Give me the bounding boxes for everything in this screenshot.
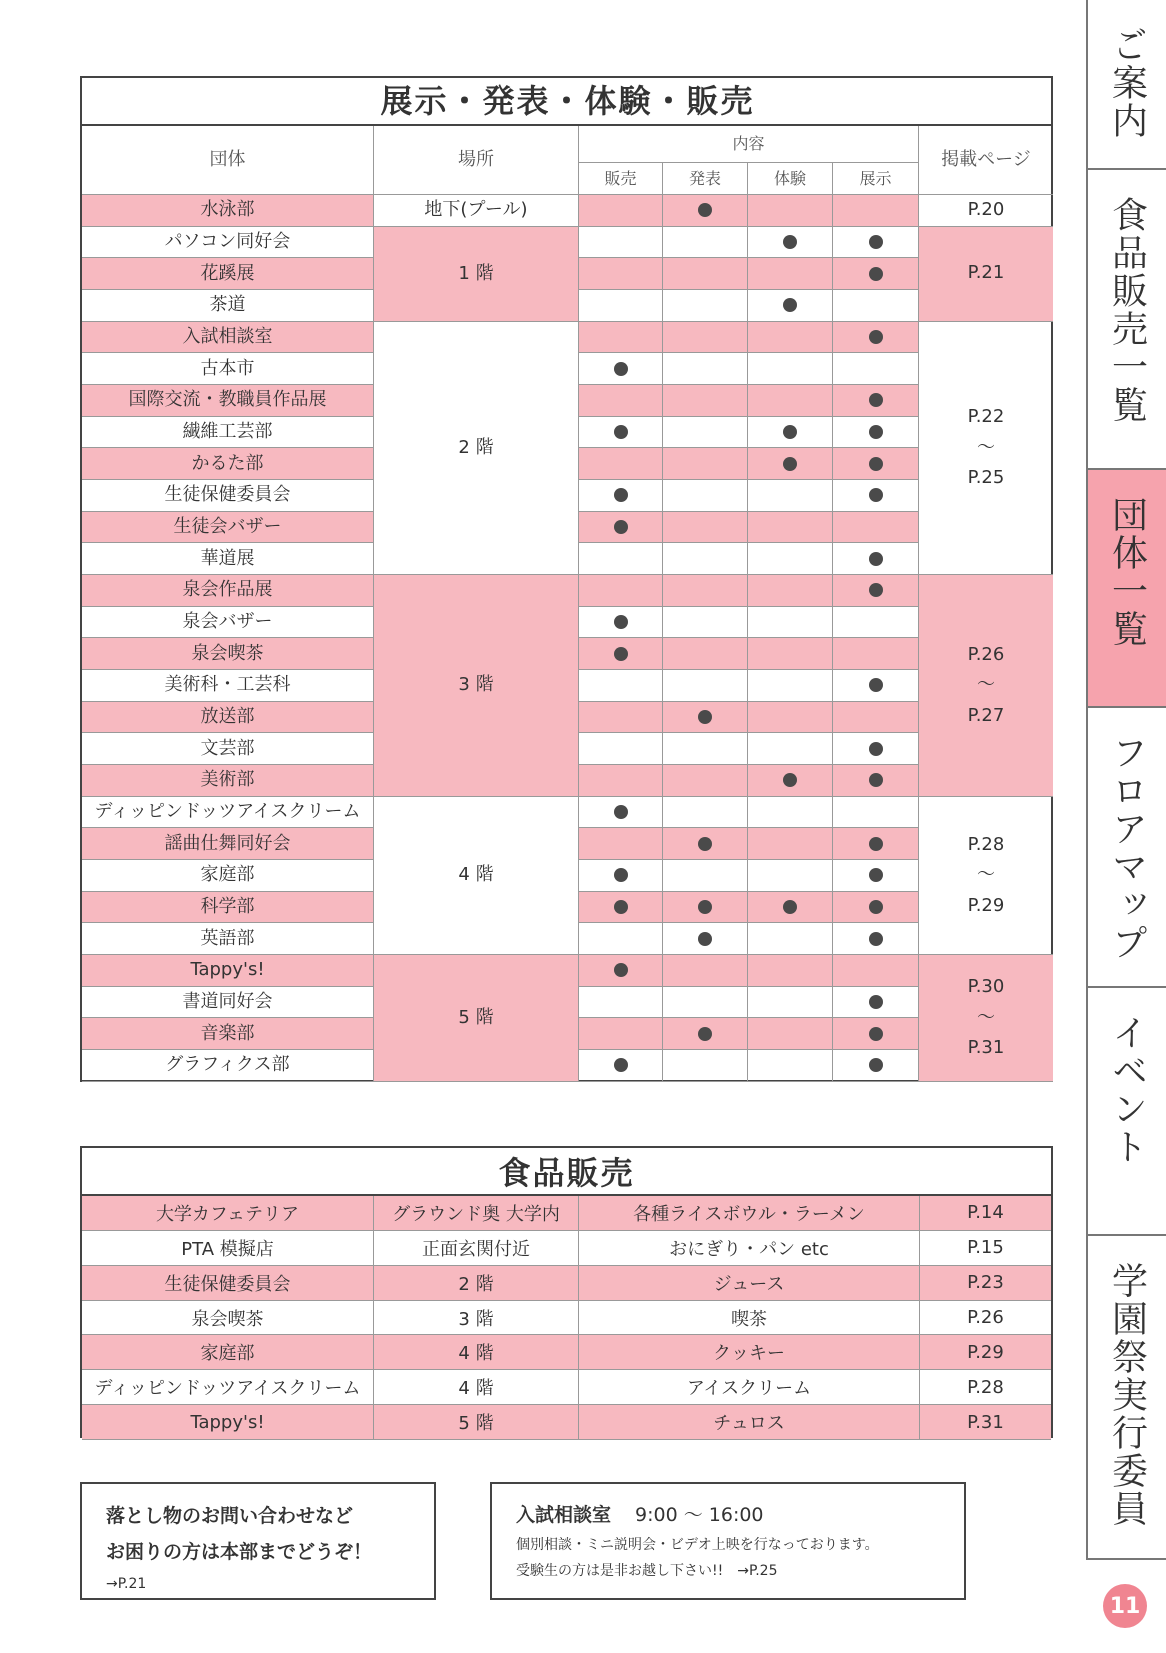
content-cell	[833, 765, 919, 797]
page-ref-cell	[919, 195, 1053, 227]
dot-icon	[869, 1058, 883, 1072]
content-cell	[748, 322, 833, 354]
place-cell: 2 階	[374, 322, 579, 575]
content-cell	[579, 955, 663, 987]
dot-icon	[783, 900, 797, 914]
side-tab-label: 団体一覧	[1106, 496, 1148, 648]
exam-consult-box	[490, 1482, 966, 1600]
dot-icon	[869, 583, 883, 597]
content-cell	[663, 290, 748, 322]
content-cell	[833, 892, 919, 924]
food-page: P.31	[920, 1405, 1051, 1440]
content-cell	[748, 607, 833, 639]
group-name: 泉会喫茶	[82, 638, 374, 670]
group-name: Tappy's!	[82, 955, 374, 987]
content-cell	[663, 512, 748, 544]
group-name: ディッピンドッツアイスクリーム	[82, 797, 374, 829]
food-item: チュロス	[579, 1405, 920, 1440]
page-ref-line: P.20	[967, 199, 1005, 221]
content-cell	[833, 828, 919, 860]
page-ref-line: P.30	[967, 976, 1005, 998]
content-cell	[663, 448, 748, 480]
page-ref-cell	[919, 322, 1053, 575]
food-page: P.28	[920, 1370, 1051, 1405]
content-cell	[833, 480, 919, 512]
content-cell	[579, 512, 663, 544]
dot-icon	[698, 710, 712, 724]
page-ref-line: P.29	[967, 894, 1005, 916]
content-cell	[833, 797, 919, 829]
content-cell	[579, 543, 663, 575]
dot-icon	[869, 742, 883, 756]
header-sale: 販売	[579, 163, 663, 195]
dot-icon	[698, 900, 712, 914]
page-ref-line: 〜	[977, 436, 995, 458]
content-cell	[579, 923, 663, 955]
group-name: かるた部	[82, 448, 374, 480]
header-exhibit: 展示	[833, 163, 919, 195]
side-tab-label: ご案内	[1106, 26, 1148, 140]
group-name: 生徒会バザー	[82, 512, 374, 544]
dot-icon	[869, 900, 883, 914]
header-group: 団体	[82, 126, 374, 195]
dot-icon	[614, 362, 628, 376]
content-cell	[833, 290, 919, 322]
lost-and-found-box	[80, 1482, 436, 1600]
content-cell	[663, 828, 748, 860]
content-cell	[579, 797, 663, 829]
content-cell	[748, 1050, 833, 1082]
food-item: 各種ライスボウル・ラーメン	[579, 1196, 920, 1231]
dot-icon	[869, 932, 883, 946]
dot-icon	[869, 678, 883, 692]
side-tab-label: フロアマップ	[1106, 734, 1148, 962]
content-cell	[663, 892, 748, 924]
page-ref-cell	[919, 575, 1053, 797]
content-cell	[663, 702, 748, 734]
group-name: 国際交流・教職員作品展	[82, 385, 374, 417]
content-cell	[663, 322, 748, 354]
content-cell	[833, 353, 919, 385]
content-cell	[663, 353, 748, 385]
content-cell	[748, 702, 833, 734]
dot-icon	[869, 1027, 883, 1041]
food-group: ディッピンドッツアイスクリーム	[82, 1370, 374, 1405]
content-cell	[748, 987, 833, 1019]
content-cell	[663, 607, 748, 639]
dot-icon	[698, 1027, 712, 1041]
group-name: 放送部	[82, 702, 374, 734]
content-cell	[748, 670, 833, 702]
content-cell	[833, 448, 919, 480]
page-ref-line: 〜	[977, 674, 995, 696]
header-page: 掲載ページ	[919, 126, 1053, 195]
group-name: 文芸部	[82, 733, 374, 765]
page-ref-line: 〜	[977, 864, 995, 886]
food-place: 3 階	[374, 1301, 579, 1336]
content-cell	[579, 480, 663, 512]
content-cell	[663, 1018, 748, 1050]
content-cell	[579, 1018, 663, 1050]
content-cell	[663, 195, 748, 227]
food-page: P.23	[920, 1266, 1051, 1301]
content-cell	[663, 733, 748, 765]
side-tab-label: 食品販売一覧	[1106, 196, 1148, 424]
content-cell	[748, 828, 833, 860]
dot-icon	[783, 425, 797, 439]
content-cell	[748, 638, 833, 670]
content-cell	[579, 765, 663, 797]
content-cell	[833, 670, 919, 702]
side-tab[interactable]	[1086, 1236, 1166, 1560]
page-ref-line: P.31	[967, 1037, 1005, 1059]
exam-line-1: 個別相談・ミニ説明会・ビデオ上映を行なっております。	[516, 1537, 879, 1553]
group-name: 繊維工芸部	[82, 417, 374, 449]
side-tab[interactable]	[1086, 708, 1166, 988]
content-cell	[579, 860, 663, 892]
content-cell	[579, 828, 663, 860]
content-cell	[833, 955, 919, 987]
dot-icon	[614, 647, 628, 661]
content-cell	[579, 702, 663, 734]
content-cell	[748, 353, 833, 385]
content-cell	[579, 987, 663, 1019]
content-cell	[579, 638, 663, 670]
content-cell	[663, 923, 748, 955]
content-cell	[579, 258, 663, 290]
content-cell	[833, 702, 919, 734]
group-name: 入試相談室	[82, 322, 374, 354]
dot-icon	[614, 963, 628, 977]
place-cell: 4 階	[374, 797, 579, 955]
group-name: 華道展	[82, 543, 374, 575]
exhibit-table-title: 展示・発表・体験・販売	[82, 78, 1053, 126]
group-name: 美術部	[82, 765, 374, 797]
content-cell	[833, 860, 919, 892]
group-name: パソコン同好会	[82, 227, 374, 259]
dot-icon	[614, 488, 628, 502]
exam-title: 入試相談室	[516, 1504, 612, 1526]
dot-icon	[614, 868, 628, 882]
content-cell	[748, 543, 833, 575]
food-item: アイスクリーム	[579, 1370, 920, 1405]
content-cell	[579, 290, 663, 322]
content-cell	[748, 227, 833, 259]
content-cell	[833, 987, 919, 1019]
food-group: 大学カフェテリア	[82, 1196, 374, 1231]
place-cell: 1 階	[374, 227, 579, 322]
content-cell	[663, 955, 748, 987]
food-group: Tappy's!	[82, 1405, 374, 1440]
food-place: 正面玄関付近	[374, 1231, 579, 1266]
content-cell	[748, 575, 833, 607]
content-cell	[663, 258, 748, 290]
dot-icon	[783, 298, 797, 312]
group-name: 音楽部	[82, 1018, 374, 1050]
content-cell	[579, 892, 663, 924]
dot-icon	[869, 235, 883, 249]
place-cell: 地下(プール)	[374, 195, 579, 227]
group-name: 謡曲仕舞同好会	[82, 828, 374, 860]
content-cell	[663, 670, 748, 702]
dot-icon	[869, 837, 883, 851]
content-cell	[833, 322, 919, 354]
food-page: P.14	[920, 1196, 1051, 1231]
exam-line-2: 受験生の方は是非お越し下さい!! →P.25	[516, 1563, 778, 1579]
content-cell	[579, 385, 663, 417]
dot-icon	[869, 457, 883, 471]
content-cell	[833, 607, 919, 639]
header-presentation: 発表	[663, 163, 748, 195]
lost-line-2: お困りの方は本部までどうぞ！	[106, 1541, 373, 1563]
dot-icon	[783, 457, 797, 471]
content-cell	[748, 448, 833, 480]
content-cell	[579, 1050, 663, 1082]
exam-time: 9:00 〜 16:00	[635, 1504, 764, 1526]
group-name: 美術科・工芸科	[82, 670, 374, 702]
food-item: クッキー	[579, 1335, 920, 1370]
content-cell	[748, 892, 833, 924]
side-tab[interactable]	[1086, 170, 1166, 470]
content-cell	[833, 195, 919, 227]
content-cell	[833, 512, 919, 544]
content-cell	[748, 1018, 833, 1050]
group-name: 生徒保健委員会	[82, 480, 374, 512]
food-page: P.15	[920, 1231, 1051, 1266]
content-cell	[579, 417, 663, 449]
content-cell	[748, 258, 833, 290]
food-group: 泉会喫茶	[82, 1301, 374, 1336]
food-place: 4 階	[374, 1370, 579, 1405]
content-cell	[748, 512, 833, 544]
page-ref-cell	[919, 227, 1053, 322]
dot-icon	[614, 425, 628, 439]
group-name: 科学部	[82, 892, 374, 924]
content-cell	[833, 1050, 919, 1082]
dot-icon	[614, 520, 628, 534]
header-experience: 体験	[748, 163, 833, 195]
dot-icon	[614, 900, 628, 914]
place-cell: 3 階	[374, 575, 579, 797]
content-cell	[833, 1018, 919, 1050]
dot-icon	[698, 203, 712, 217]
content-cell	[579, 195, 663, 227]
content-cell	[748, 385, 833, 417]
content-cell	[663, 797, 748, 829]
group-name: グラフィクス部	[82, 1050, 374, 1082]
content-cell	[748, 955, 833, 987]
food-group: PTA 模擬店	[82, 1231, 374, 1266]
page-ref-line: P.25	[967, 467, 1005, 489]
content-cell	[663, 385, 748, 417]
content-cell	[579, 322, 663, 354]
content-cell	[748, 797, 833, 829]
content-cell	[663, 765, 748, 797]
content-cell	[833, 258, 919, 290]
side-tab[interactable]	[1086, 470, 1166, 708]
content-cell	[748, 290, 833, 322]
dot-icon	[869, 488, 883, 502]
header-content: 内容	[579, 126, 919, 163]
dot-icon	[614, 615, 628, 629]
dot-icon	[698, 837, 712, 851]
content-cell	[579, 575, 663, 607]
food-item: おにぎり・パン etc	[579, 1231, 920, 1266]
side-tab-label: イベント	[1106, 1014, 1148, 1166]
group-name: 書道同好会	[82, 987, 374, 1019]
side-tab[interactable]	[1086, 0, 1166, 170]
food-page: P.29	[920, 1335, 1051, 1370]
dot-icon	[869, 868, 883, 882]
side-tab[interactable]	[1086, 988, 1166, 1236]
content-cell	[579, 227, 663, 259]
page-ref-line: P.21	[967, 262, 1005, 284]
content-cell	[579, 670, 663, 702]
content-cell	[748, 417, 833, 449]
exhibit-table	[80, 76, 1053, 1082]
content-cell	[748, 480, 833, 512]
content-cell	[663, 417, 748, 449]
food-place: グラウンド奥 大学内	[374, 1196, 579, 1231]
content-cell	[663, 987, 748, 1019]
content-cell	[579, 733, 663, 765]
content-cell	[833, 543, 919, 575]
content-cell	[833, 638, 919, 670]
food-table	[80, 1146, 1053, 1438]
content-cell	[833, 417, 919, 449]
side-tab-label: 学園祭実行委員	[1106, 1262, 1148, 1528]
food-place: 2 階	[374, 1266, 579, 1301]
content-cell	[748, 860, 833, 892]
dot-icon	[698, 932, 712, 946]
content-cell	[663, 543, 748, 575]
group-name: 泉会バザー	[82, 607, 374, 639]
page-ref-line: P.22	[967, 405, 1005, 427]
food-group: 家庭部	[82, 1335, 374, 1370]
place-cell: 5 階	[374, 955, 579, 1082]
content-cell	[833, 733, 919, 765]
group-name: 泉会作品展	[82, 575, 374, 607]
lost-line-1: 落とし物のお問い合わせなど	[106, 1505, 354, 1527]
dot-icon	[869, 267, 883, 281]
page-ref-line: P.28	[967, 833, 1005, 855]
dot-icon	[869, 425, 883, 439]
dot-icon	[869, 393, 883, 407]
group-name: 花蹊展	[82, 258, 374, 290]
food-item: 喫茶	[579, 1301, 920, 1336]
food-item: ジュース	[579, 1266, 920, 1301]
content-cell	[663, 638, 748, 670]
food-group: 生徒保健委員会	[82, 1266, 374, 1301]
content-cell	[748, 765, 833, 797]
food-table-title: 食品販売	[82, 1148, 1051, 1196]
content-cell	[663, 860, 748, 892]
content-cell	[579, 607, 663, 639]
content-cell	[579, 448, 663, 480]
content-cell	[579, 353, 663, 385]
food-place: 5 階	[374, 1405, 579, 1440]
page-ref-cell	[919, 797, 1053, 955]
content-cell	[748, 195, 833, 227]
content-cell	[833, 575, 919, 607]
page-ref-line: 〜	[977, 1006, 995, 1028]
dot-icon	[783, 773, 797, 787]
dot-icon	[783, 235, 797, 249]
group-name: 英語部	[82, 923, 374, 955]
page-ref-line: P.26	[967, 643, 1005, 665]
page-ref-line: P.27	[967, 704, 1005, 726]
content-cell	[748, 923, 833, 955]
group-name: 水泳部	[82, 195, 374, 227]
food-page: P.26	[920, 1301, 1051, 1336]
page-number-badge: 11	[1103, 1584, 1147, 1628]
lost-page-ref: →P.21	[106, 1576, 147, 1592]
content-cell	[833, 227, 919, 259]
dot-icon	[869, 995, 883, 1009]
dot-icon	[614, 1058, 628, 1072]
dot-icon	[869, 773, 883, 787]
header-place: 場所	[374, 126, 579, 195]
group-name: 家庭部	[82, 860, 374, 892]
group-name: 古本市	[82, 353, 374, 385]
side-tabs	[1086, 0, 1166, 1560]
content-cell	[663, 227, 748, 259]
content-cell	[663, 1050, 748, 1082]
content-cell	[833, 923, 919, 955]
dot-icon	[614, 805, 628, 819]
content-cell	[663, 575, 748, 607]
content-cell	[748, 733, 833, 765]
page-ref-cell	[919, 955, 1053, 1082]
group-name: 茶道	[82, 290, 374, 322]
dot-icon	[869, 330, 883, 344]
food-place: 4 階	[374, 1335, 579, 1370]
dot-icon	[869, 552, 883, 566]
content-cell	[833, 385, 919, 417]
content-cell	[663, 480, 748, 512]
